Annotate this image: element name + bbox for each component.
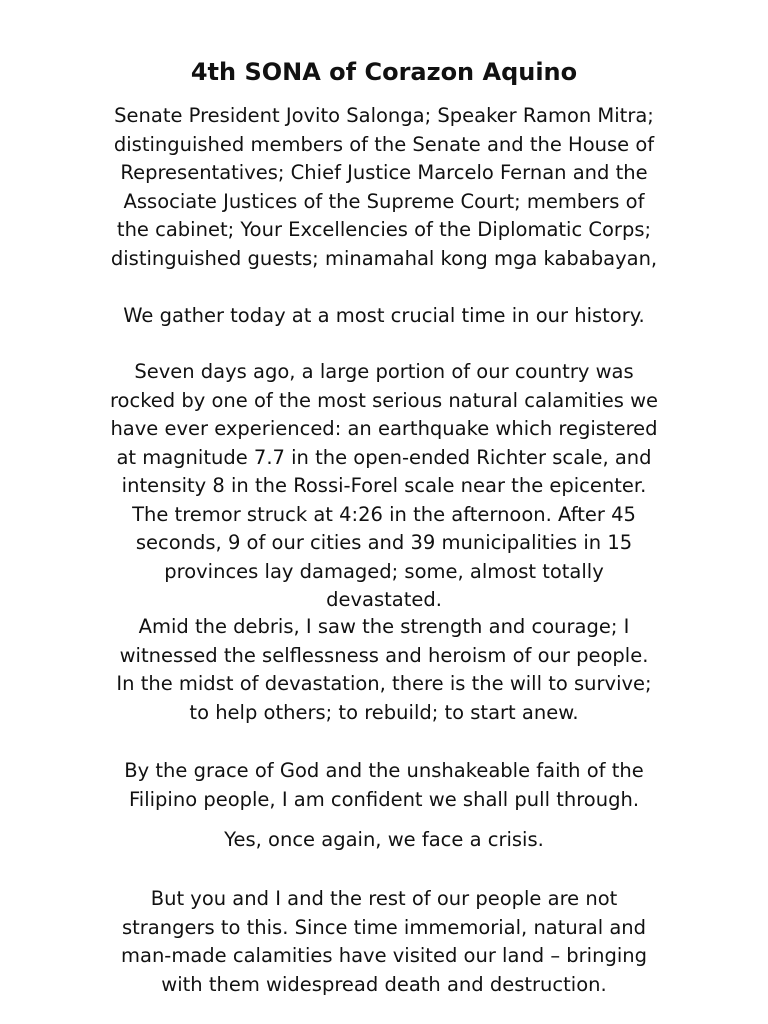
paragraph-crucial-time: We gather today at a most crucial time in our history. (123, 304, 645, 327)
paragraph-grace-of-god: By the grace of God and the unshakeable faith of the Filipino people, I am confident we shall pull through. (124, 759, 644, 811)
paragraph-salutation: Senate President Jovito Salonga; Speaker Ramon Mitra; distinguished members of the Senate and the House of Representatives; Chief Justice Marcelo Fernan and the Associate Justices of the Supreme Court; members of the cabinet; Your Excellencies of the Diplomatic Corps; distinguished guests; minamahal kong mga kababayan, (110, 104, 658, 270)
paragraph-crisis: Yes, once again, we face a crisis. (224, 828, 544, 851)
paragraph-earthquake: Seven days ago, a large portion of our country was rocked by one of the most serious natural calamities we have ever experienced: an earthquake which registered at magnitude 7.7 in the open-ended Richter scale, and intensity 8 in the Rossi-Forel scale near the epicenter. The tremor struck at 4:26 in the afternoon. After 45 seconds, 9 of our cities and 39 municipalities in 15 provinces lay damaged; some, almost totally devastated. (109, 360, 659, 611)
document-title: 4th SONA of Corazon Aquino (190, 58, 578, 86)
paragraph-calamities: But you and I and the rest of our people are not strangers to this. Since time immemorial, natural and man-made calamities have visited our land – bringing with them widespread death and destruction. (121, 887, 647, 996)
paragraph-courage: Amid the debris, I saw the strength and courage; I witnessed the selflessness and heroism of our people. In the midst of devastation, there is the will to survive; to help others; to rebuild; to start anew. (116, 615, 652, 724)
